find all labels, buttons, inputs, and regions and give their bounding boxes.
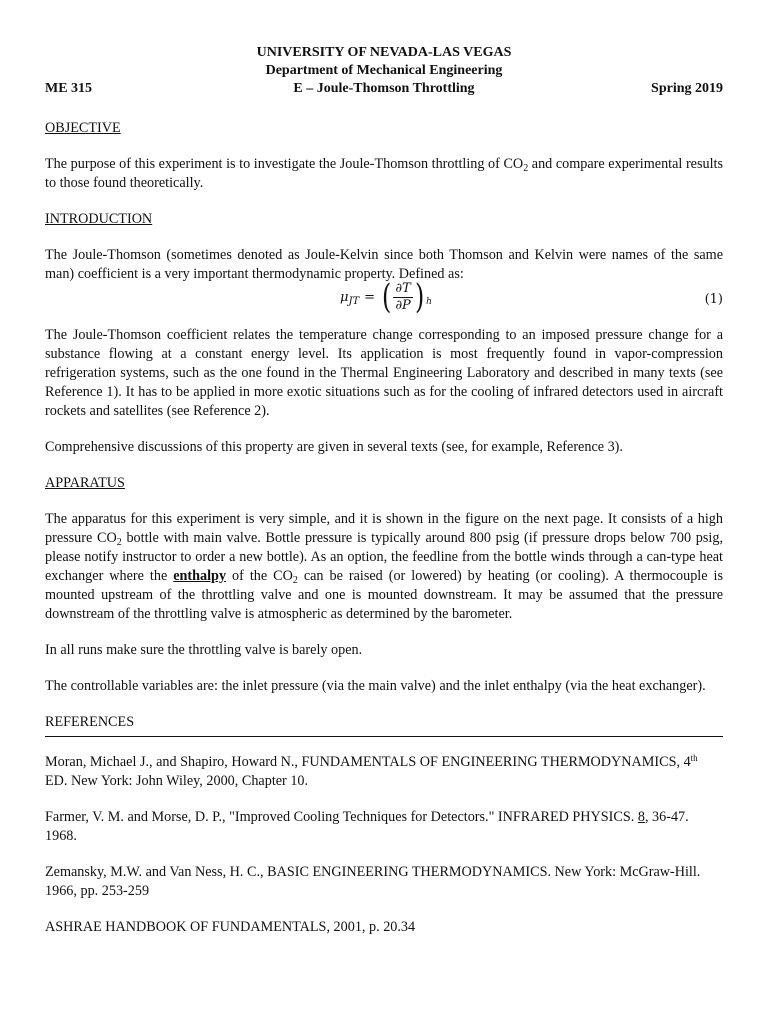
objective-paragraph: The purpose of this experiment is to investigate the Joule-Thomson throttling of $CO_2$ and compare experimental results to those found theoretically. (45, 156, 723, 191)
enthalpy-term: enthalpy (173, 568, 227, 584)
introduction-paragraph-1: The Joule-Thomson (sometimes denoted as Joule-Kelvin since both Thomson and Kelvin were names of the same man) coefficient is a very important thermodynamic property. Defined as: (45, 247, 723, 282)
reference-1: Moran, Michael J., and Shapiro, Howard N., FUNDAMENTALS OF ENGINEERING THERMODYNAMICS, 4th ED. New York: John Wiley, 2000, Chapter 10. (45, 753, 698, 789)
course-line (45, 80, 723, 98)
introduction-heading: INTRODUCTION (45, 211, 153, 227)
introduction-paragraph-2: The Joule-Thomson coefficient relates the temperature change corresponding to an imposed pressure change for a substance flowing at a constant energy level. Its application is most frequently found in vapor-compression refrigeration systems, such as the one found in the Thermal Engineering Laboratory and described in many texts (see Reference 1). It has to be applied in more exotic situations such as for the cooling of infrared detectors used in aircraft rockets and satellites (see Reference 2). (45, 327, 723, 419)
reference-3: Zemansky, M.W. and Van Ness, H. C., BASIC ENGINEERING THERMODYNAMICS. New York: McGraw-Hill. 1966, pp. 253-259 (45, 864, 701, 899)
document-header (45, 44, 723, 98)
apparatus-paragraph-1: The apparatus for this experiment is very simple, and it is shown in the figure on the next page. It consists of a high pressure $CO_2$ bottle with main valve. Bottle pressure is typically around 800 psig (if pressure drops below 700 psig, please notify instructor to order a new bottle). As an option, the feedline from the bottle winds through a can-type heat exchanger where the enthalpy of the $CO_2$ can be raised (or lowered) by heating (or cooling). A thermocouple is mounted upstream of the throttling valve and one is mounted downstream. It may be assumed that the pressure downstream of the throttling valve is atmospheric as determined by the barometer. (45, 511, 723, 622)
references-divider (45, 736, 723, 737)
references-heading: REFERENCES (45, 714, 135, 730)
course-code: ME 315 (45, 81, 93, 96)
apparatus-paragraph-3: The controllable variables are: the inlet pressure (via the main valve) and the inlet enthalpy (via the heat exchanger). (45, 678, 706, 694)
document-body (45, 119, 723, 937)
apparatus-heading: APPARATUS (45, 475, 125, 491)
objective-heading: OBJECTIVE (45, 120, 121, 136)
term: Spring 2019 (651, 81, 723, 96)
university-name: UNIVERSITY OF NEVADA-LAS VEGAS (256, 45, 512, 60)
reference-2: Farmer, V. M. and Morse, D. P., "Improved Cooling Techniques for Detectors." INFRARED PHYSICS. 8, 36-47. 1968. (45, 809, 689, 844)
equation-1: $\mu_{JT}$ = ( $\frac{\partial T}{\partial P}$ ) h (1) (340, 277, 723, 317)
department-name: Department of Mechanical Engineering (265, 63, 503, 78)
eq-fraction: $\frac{\partial T}{\partial P}$ (395, 280, 411, 313)
apparatus-paragraph-2: In all runs make sure the throttling valve is barely open. (45, 642, 363, 658)
reference-4: ASHRAE HANDBOOK OF FUNDAMENTALS, 2001, p. 20.34 (45, 919, 416, 935)
experiment-title: E – Joule-Thomson Throttling (293, 81, 475, 96)
eq-lhs: $\mu_{JT}$ (340, 289, 360, 307)
equation-number: (1) (704, 292, 723, 307)
introduction-paragraph-3: Comprehensive discussions of this property are given in several texts (see, for example, Reference 3). (45, 439, 623, 455)
